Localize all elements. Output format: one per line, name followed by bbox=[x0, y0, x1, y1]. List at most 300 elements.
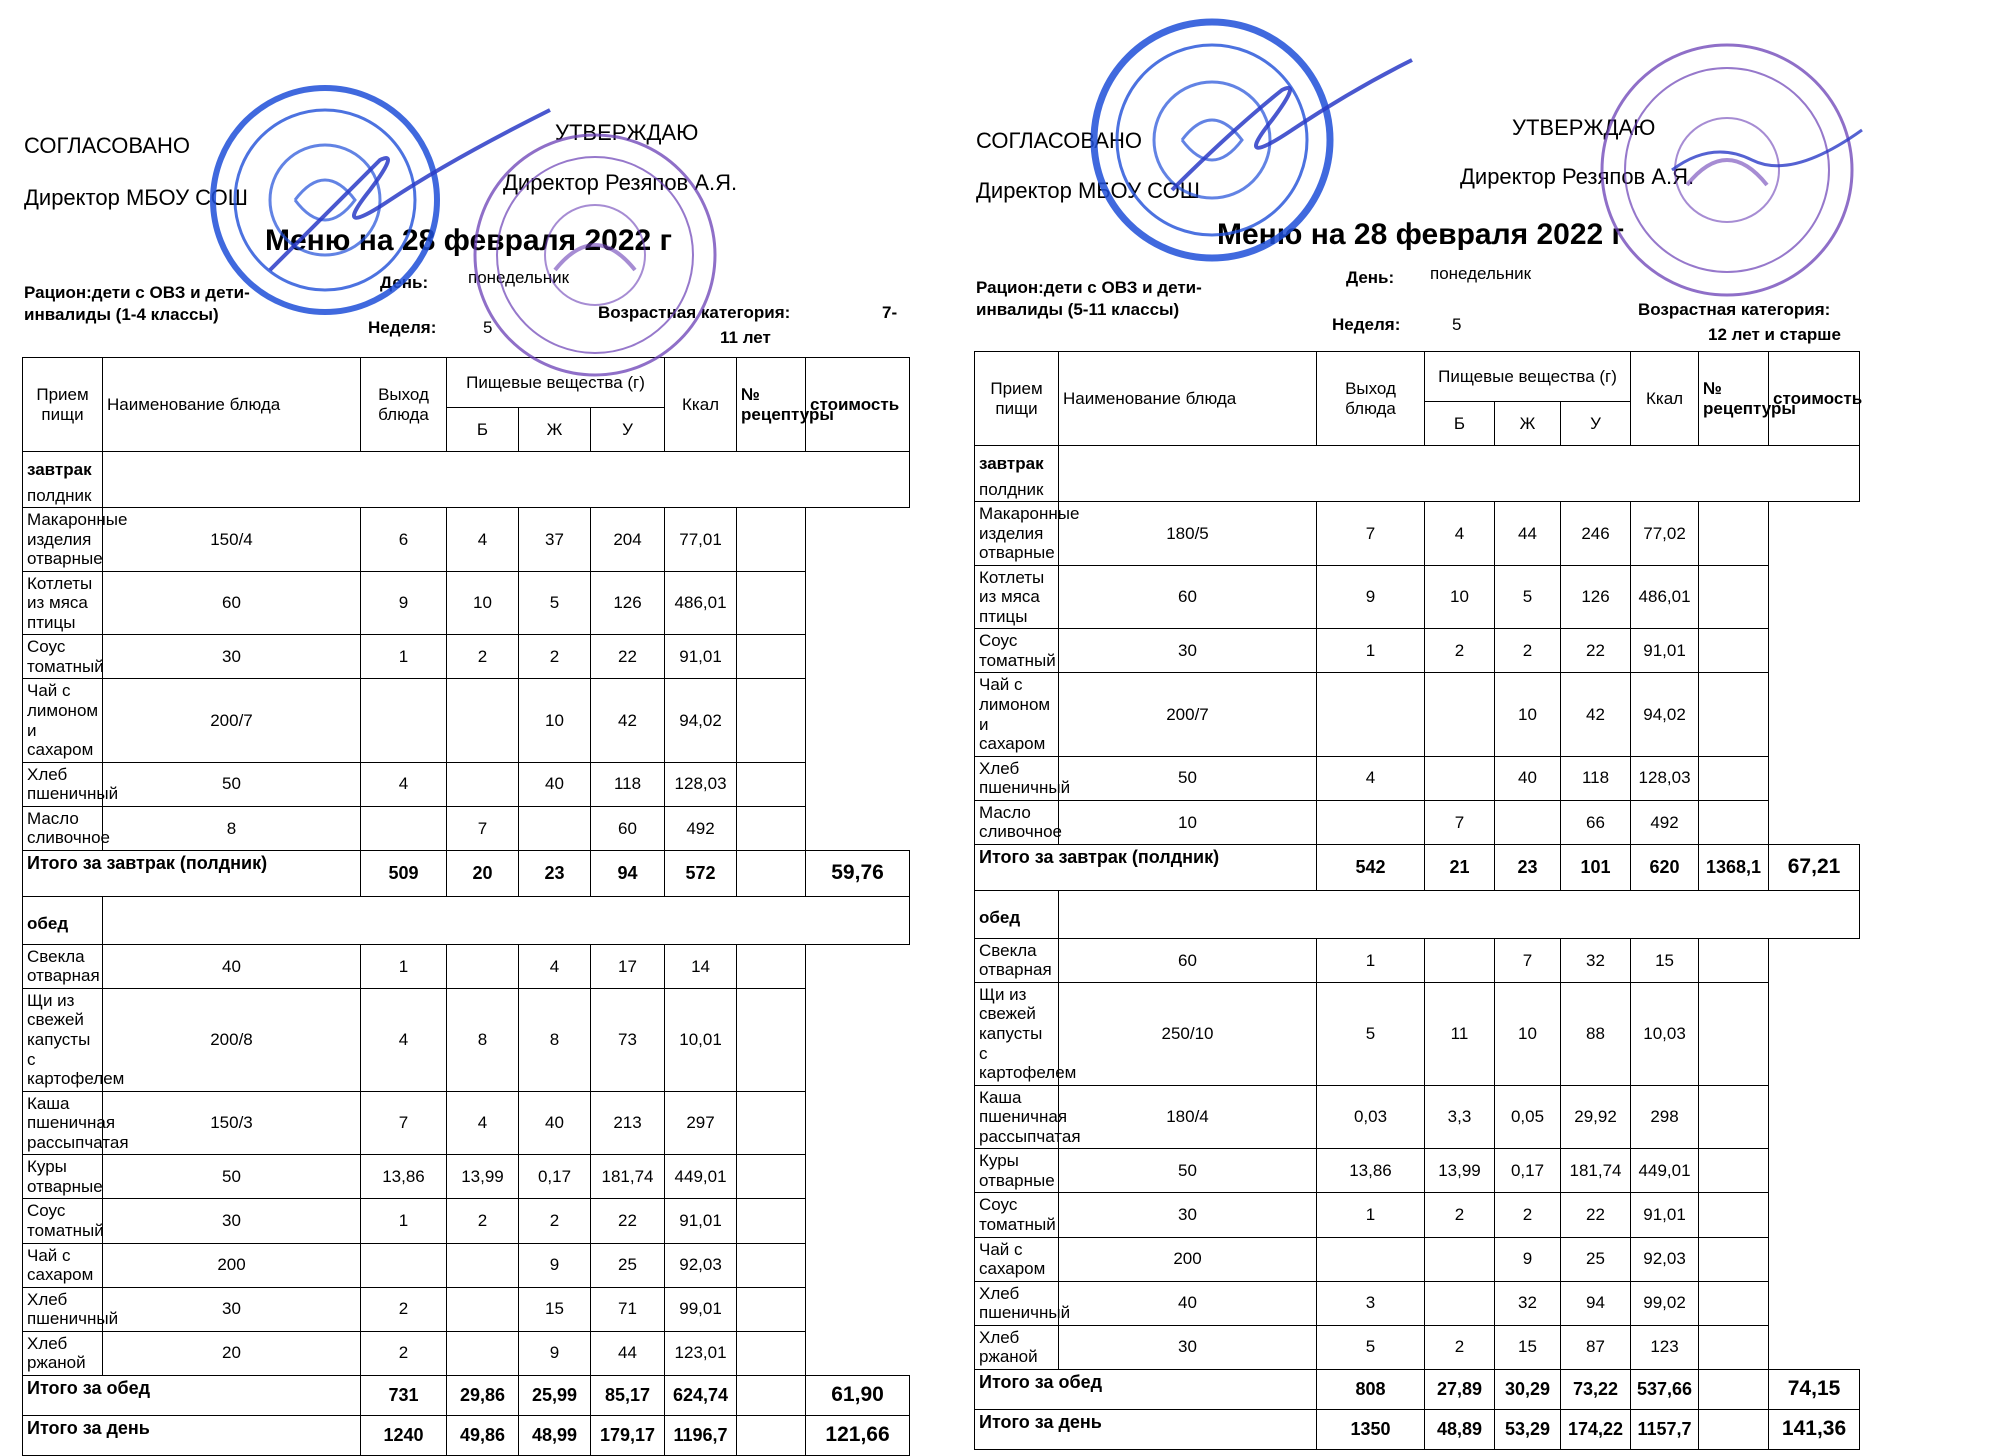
cell-u: 0,17 bbox=[519, 1155, 591, 1199]
cell-name: Макаронные изделия отварные bbox=[23, 508, 103, 572]
cell-zh: 10 bbox=[447, 571, 519, 635]
cell-kcal: 22 bbox=[1561, 1193, 1631, 1237]
cell-zh bbox=[1425, 756, 1495, 800]
cell-cost bbox=[1699, 756, 1769, 800]
cell-name: Щи из свежей капусты с картофелем bbox=[23, 988, 103, 1091]
age-value-b: 11 лет bbox=[720, 328, 771, 347]
cell-b bbox=[1317, 1237, 1425, 1281]
cell-cost bbox=[737, 1331, 806, 1375]
cell-cost bbox=[737, 571, 806, 635]
cell-u: 7 bbox=[1495, 938, 1561, 982]
cell-u: 10 bbox=[1495, 982, 1561, 1085]
week-value: 5 bbox=[483, 318, 493, 337]
cell-yield: 50 bbox=[1059, 1149, 1317, 1193]
col-u: У bbox=[591, 408, 665, 452]
cell-zh: 4 bbox=[447, 508, 519, 572]
table-row bbox=[975, 756, 1860, 800]
cell-zh: 23 bbox=[1495, 844, 1561, 890]
cell-u: 101 bbox=[1561, 844, 1631, 890]
cell-recipe: 486,01 bbox=[1631, 565, 1699, 629]
cell-recipe bbox=[737, 1375, 806, 1415]
cell-zh: 10 bbox=[1425, 565, 1495, 629]
cell-b: 1 bbox=[361, 944, 447, 988]
cell-recipe: 298 bbox=[1631, 1085, 1699, 1149]
cell-kcal: 88 bbox=[1561, 982, 1631, 1085]
cell-name: Свекла отварная bbox=[975, 938, 1059, 982]
cell-recipe: 77,02 bbox=[1631, 502, 1699, 566]
total-row bbox=[23, 1415, 910, 1455]
cell-name: Хлеб пшеничный bbox=[23, 762, 103, 806]
breakfast-section bbox=[23, 452, 910, 508]
cell-recipe bbox=[1699, 1369, 1769, 1409]
cell-kcal: 22 bbox=[591, 635, 665, 679]
cell-name: Соус томатный bbox=[975, 1193, 1059, 1237]
cell-zh: 25,99 bbox=[519, 1375, 591, 1415]
cell-yield: 200 bbox=[103, 1243, 361, 1287]
cell-recipe: 128,03 bbox=[665, 762, 737, 806]
table-row bbox=[975, 502, 1860, 566]
cell-yield: 30 bbox=[103, 635, 361, 679]
cell-name: Итого за завтрак (полдник) bbox=[23, 850, 361, 896]
cell-name: Куры отварные bbox=[23, 1155, 103, 1199]
cell-recipe: 94,02 bbox=[665, 679, 737, 762]
table-row bbox=[975, 1281, 1860, 1325]
menu-table bbox=[22, 357, 910, 1456]
cell-yield: 50 bbox=[1059, 756, 1317, 800]
cell-zh: 2 bbox=[1425, 1325, 1495, 1369]
spacer bbox=[103, 452, 910, 508]
cell-name: Хлеб пшеничный bbox=[975, 756, 1059, 800]
cell-cost bbox=[737, 806, 806, 850]
ration-line-1: Рацион:дети с ОВЗ и дети- bbox=[976, 278, 1202, 297]
cell-b: 9 bbox=[361, 571, 447, 635]
cell-u: 2 bbox=[1495, 1193, 1561, 1237]
cell-cost bbox=[1699, 982, 1769, 1085]
cell-recipe: 297 bbox=[665, 1091, 737, 1155]
col-dish: Наименование блюда bbox=[103, 358, 361, 452]
agreed-label: СОГЛАСОВАНО bbox=[24, 133, 190, 158]
cell-zh: 13,99 bbox=[447, 1155, 519, 1199]
cell-u: 94 bbox=[591, 850, 665, 896]
cell-recipe: 92,03 bbox=[1631, 1237, 1699, 1281]
cell-yield: 20 bbox=[103, 1331, 361, 1375]
cell-cost bbox=[737, 762, 806, 806]
total-row bbox=[23, 1375, 910, 1415]
cell-cost bbox=[737, 1287, 806, 1331]
cell-u: 32 bbox=[1495, 1281, 1561, 1325]
cell-zh bbox=[447, 1287, 519, 1331]
table-row bbox=[23, 1155, 910, 1199]
cell-kcal: 204 bbox=[591, 508, 665, 572]
cell-yield: 180/4 bbox=[1059, 1085, 1317, 1149]
lunch-total bbox=[23, 1375, 910, 1415]
cell-zh bbox=[1425, 1237, 1495, 1281]
cell-u: 2 bbox=[519, 635, 591, 679]
cell-u: 37 bbox=[519, 508, 591, 572]
cell-b: 4 bbox=[361, 988, 447, 1091]
lunch-rows bbox=[23, 944, 910, 1375]
cell-b: 13,86 bbox=[361, 1155, 447, 1199]
cell-cost: 67,21 bbox=[1769, 844, 1860, 890]
cell-u: 15 bbox=[519, 1287, 591, 1331]
cell-zh: 30,29 bbox=[1495, 1369, 1561, 1409]
cell-b: 7 bbox=[1317, 502, 1425, 566]
table-row bbox=[975, 1149, 1860, 1193]
ration-line-2: инвалиды (1-4 классы) bbox=[24, 305, 219, 324]
cell-cost bbox=[1699, 800, 1769, 844]
cell-name: Макаронные изделия отварные bbox=[975, 502, 1059, 566]
cell-kcal: 22 bbox=[1561, 629, 1631, 673]
table-row bbox=[23, 635, 910, 679]
cell-u: 9 bbox=[519, 1331, 591, 1375]
col-kcal: Ккал bbox=[1631, 352, 1699, 446]
cell-recipe: 14 bbox=[665, 944, 737, 988]
cell-b bbox=[361, 679, 447, 762]
cell-name: Чай с сахаром bbox=[23, 1243, 103, 1287]
cell-kcal: 94 bbox=[1561, 1281, 1631, 1325]
cell-name: Чай с лимоном и сахаром bbox=[975, 673, 1059, 756]
cell-recipe: 449,01 bbox=[1631, 1149, 1699, 1193]
approve-label: УТВЕРЖДАЮ bbox=[1512, 115, 1656, 140]
cell-name: Итого за день bbox=[23, 1415, 361, 1455]
day-label: День: bbox=[1346, 268, 1395, 287]
cell-cost bbox=[1699, 629, 1769, 673]
cell-recipe: 492 bbox=[1631, 800, 1699, 844]
meal-breakfast bbox=[975, 446, 1059, 502]
cell-u: 10 bbox=[519, 679, 591, 762]
cell-kcal: 620 bbox=[1631, 844, 1699, 890]
cell-kcal: 181,74 bbox=[1561, 1149, 1631, 1193]
cell-name: Масло сливочное bbox=[975, 800, 1059, 844]
table-row bbox=[23, 806, 910, 850]
cell-yield: 808 bbox=[1317, 1369, 1425, 1409]
cell-yield: 200/8 bbox=[103, 988, 361, 1091]
col-nutrients: Пищевые вещества (г) bbox=[1425, 352, 1631, 402]
cell-kcal: 22 bbox=[591, 1199, 665, 1243]
lunch-spacer bbox=[975, 890, 1860, 938]
cell-b: 6 bbox=[361, 508, 447, 572]
cell-cost bbox=[1699, 1237, 1769, 1281]
cell-b: 21 bbox=[1425, 844, 1495, 890]
cell-name: Соус томатный bbox=[23, 635, 103, 679]
table-row bbox=[23, 762, 910, 806]
age-label: Возрастная категория: bbox=[598, 303, 791, 322]
cell-u: 2 bbox=[1495, 629, 1561, 673]
cell-zh: 7 bbox=[1425, 800, 1495, 844]
breakfast-total bbox=[23, 850, 910, 896]
menu-title: Меню на 28 февраля 2022 г bbox=[265, 224, 673, 257]
lunch-spacer bbox=[23, 896, 910, 944]
cell-name: Соус томатный bbox=[975, 629, 1059, 673]
cell-zh: 23 bbox=[519, 850, 591, 896]
cell-kcal: 537,66 bbox=[1631, 1369, 1699, 1409]
table-row bbox=[975, 673, 1860, 756]
cell-b: 1 bbox=[1317, 1193, 1425, 1237]
table-row bbox=[975, 565, 1860, 629]
menu-sheet-left bbox=[20, 0, 920, 1447]
cell-zh: 3,3 bbox=[1425, 1085, 1495, 1149]
cell-yield: 40 bbox=[103, 944, 361, 988]
total-row bbox=[975, 844, 1860, 890]
meal-snack-label: полдник bbox=[979, 479, 1044, 499]
age-label: Возрастная категория: bbox=[1638, 300, 1831, 319]
week-label: Неделя: bbox=[1332, 315, 1401, 334]
cell-b: 49,86 bbox=[447, 1415, 519, 1455]
meal-lunch bbox=[975, 890, 1059, 938]
cell-cost bbox=[1699, 673, 1769, 756]
ration-line-2: инвалиды (5-11 классы) bbox=[976, 300, 1180, 319]
cell-name: Каша пшеничная рассыпчатая bbox=[23, 1091, 103, 1155]
cell-cost bbox=[737, 944, 806, 988]
cell-yield: 150/4 bbox=[103, 508, 361, 572]
meal-breakfast bbox=[23, 452, 103, 508]
cell-u: 0,17 bbox=[1495, 1149, 1561, 1193]
cell-cost bbox=[1699, 1193, 1769, 1237]
cell-yield: 8 bbox=[103, 806, 361, 850]
col-kcal: Ккал bbox=[665, 358, 737, 452]
cell-recipe bbox=[737, 1415, 806, 1455]
col-zh: Ж bbox=[1495, 402, 1561, 446]
total-row bbox=[975, 1369, 1860, 1409]
cell-name: Итого за обед bbox=[23, 1375, 361, 1415]
cell-recipe bbox=[1699, 1409, 1769, 1449]
breakfast-section bbox=[975, 446, 1860, 502]
table-row bbox=[23, 1287, 910, 1331]
cell-cost bbox=[1699, 1281, 1769, 1325]
table-row bbox=[975, 1085, 1860, 1149]
menu-table bbox=[974, 351, 1863, 1450]
cell-cost: 59,76 bbox=[806, 850, 910, 896]
week-value: 5 bbox=[1452, 315, 1462, 334]
meal-breakfast-label: завтрак bbox=[27, 460, 92, 479]
col-yield: Выход блюда bbox=[1317, 352, 1425, 446]
cell-u: 15 bbox=[1495, 1325, 1561, 1369]
cell-recipe: 128,03 bbox=[1631, 756, 1699, 800]
cell-zh bbox=[1425, 1281, 1495, 1325]
cell-yield: 200 bbox=[1059, 1237, 1317, 1281]
cell-recipe: 123 bbox=[1631, 1325, 1699, 1369]
cell-name: Чай с сахаром bbox=[975, 1237, 1059, 1281]
cell-yield: 50 bbox=[103, 762, 361, 806]
cell-kcal: 181,74 bbox=[591, 1155, 665, 1199]
cell-zh: 48,99 bbox=[519, 1415, 591, 1455]
cell-yield: 30 bbox=[1059, 1325, 1317, 1369]
cell-u: 9 bbox=[1495, 1237, 1561, 1281]
cell-u: 2 bbox=[519, 1199, 591, 1243]
cell-yield: 40 bbox=[1059, 1281, 1317, 1325]
cell-zh: 53,29 bbox=[1495, 1409, 1561, 1449]
cell-b: 1 bbox=[1317, 629, 1425, 673]
cell-yield: 50 bbox=[103, 1155, 361, 1199]
cell-b: 13,86 bbox=[1317, 1149, 1425, 1193]
cell-u: 85,17 bbox=[591, 1375, 665, 1415]
age-value-b: 12 лет и старше bbox=[1708, 325, 1841, 344]
total-row bbox=[23, 850, 910, 896]
meal-breakfast-label: завтрак bbox=[979, 454, 1044, 473]
breakfast-rows bbox=[975, 502, 1860, 845]
table-row bbox=[23, 1243, 910, 1287]
cell-name: Чай с лимоном и сахаром bbox=[23, 679, 103, 762]
cell-recipe: 99,01 bbox=[665, 1287, 737, 1331]
cell-cost bbox=[737, 1155, 806, 1199]
cell-b: 4 bbox=[1317, 756, 1425, 800]
cell-b: 1 bbox=[1317, 938, 1425, 982]
cell-kcal: 73 bbox=[591, 988, 665, 1091]
cell-b: 2 bbox=[361, 1331, 447, 1375]
cell-b: 4 bbox=[361, 762, 447, 806]
cell-name: Котлеты из мяса птицы bbox=[975, 565, 1059, 629]
cell-name: Итого за день bbox=[975, 1409, 1317, 1449]
cell-b bbox=[361, 1243, 447, 1287]
cell-yield: 30 bbox=[1059, 629, 1317, 673]
cell-cost bbox=[737, 508, 806, 572]
col-cost: стоимость bbox=[1769, 352, 1860, 446]
cell-cost: 61,90 bbox=[806, 1375, 910, 1415]
cell-b bbox=[1317, 673, 1425, 756]
spacer bbox=[1059, 446, 1860, 502]
cell-zh: 4 bbox=[447, 1091, 519, 1155]
cell-zh: 13,99 bbox=[1425, 1149, 1495, 1193]
cell-recipe: 10,03 bbox=[1631, 982, 1699, 1085]
cell-u bbox=[519, 806, 591, 850]
col-recipe: № рецептуры bbox=[1699, 352, 1769, 446]
spacer bbox=[1059, 890, 1860, 938]
cell-yield: 60 bbox=[103, 571, 361, 635]
cell-zh: 11 bbox=[1425, 982, 1495, 1085]
cell-b: 1 bbox=[361, 1199, 447, 1243]
day-total bbox=[23, 1415, 910, 1455]
cell-yield: 60 bbox=[1059, 938, 1317, 982]
cell-cost: 141,36 bbox=[1769, 1409, 1860, 1449]
day-value: понедельник bbox=[468, 268, 570, 287]
cell-recipe: 449,01 bbox=[665, 1155, 737, 1199]
cell-kcal: 87 bbox=[1561, 1325, 1631, 1369]
cell-cost bbox=[737, 1199, 806, 1243]
table-row bbox=[23, 571, 910, 635]
cell-name: Итого за обед bbox=[975, 1369, 1317, 1409]
table-row bbox=[975, 1193, 1860, 1237]
cell-zh: 2 bbox=[1425, 1193, 1495, 1237]
cell-yield: 200/7 bbox=[1059, 673, 1317, 756]
cell-zh: 7 bbox=[447, 806, 519, 850]
cell-kcal: 66 bbox=[1561, 800, 1631, 844]
cell-cost bbox=[737, 679, 806, 762]
col-dish: Наименование блюда bbox=[1059, 352, 1317, 446]
cell-name: Масло сливочное bbox=[23, 806, 103, 850]
cell-name: Хлеб ржаной bbox=[23, 1331, 103, 1375]
cell-u: 4 bbox=[519, 944, 591, 988]
col-recipe: № рецептуры bbox=[737, 358, 806, 452]
cell-name: Итого за завтрак (полдник) bbox=[975, 844, 1317, 890]
agreed-label: СОГЛАСОВАНО bbox=[976, 128, 1142, 153]
cell-kcal: 126 bbox=[1561, 565, 1631, 629]
meal-lunch-label: обед bbox=[979, 907, 1021, 927]
table-row bbox=[975, 800, 1860, 844]
cell-u: 174,22 bbox=[1561, 1409, 1631, 1449]
cell-name: Соус томатный bbox=[23, 1199, 103, 1243]
director-school: Директор МБОУ СОШ bbox=[976, 178, 1200, 203]
cell-kcal: 60 bbox=[591, 806, 665, 850]
col-u: У bbox=[1561, 402, 1631, 446]
col-b: Б bbox=[447, 408, 519, 452]
cell-kcal: 29,92 bbox=[1561, 1085, 1631, 1149]
cell-name: Щи из свежей капусты с картофелем bbox=[975, 982, 1059, 1085]
cell-yield: 60 bbox=[1059, 565, 1317, 629]
cell-yield: 30 bbox=[103, 1287, 361, 1331]
cell-u: 179,17 bbox=[591, 1415, 665, 1455]
cell-name: Хлеб пшеничный bbox=[23, 1287, 103, 1331]
cell-b: 27,89 bbox=[1425, 1369, 1495, 1409]
cell-b: 5 bbox=[1317, 1325, 1425, 1369]
cell-u: 40 bbox=[1495, 756, 1561, 800]
table-row bbox=[23, 944, 910, 988]
table-row bbox=[975, 629, 1860, 673]
cell-zh bbox=[447, 679, 519, 762]
total-row bbox=[975, 1409, 1860, 1449]
cell-u: 8 bbox=[519, 988, 591, 1091]
cell-u: 10 bbox=[1495, 673, 1561, 756]
cell-zh bbox=[447, 762, 519, 806]
cell-yield: 1240 bbox=[361, 1415, 447, 1455]
cell-b: 20 bbox=[447, 850, 519, 896]
lunch-rows bbox=[975, 938, 1860, 1369]
col-meal: Прием пищи bbox=[975, 352, 1059, 446]
cell-kcal: 118 bbox=[591, 762, 665, 806]
cell-recipe: 91,01 bbox=[1631, 629, 1699, 673]
cell-u: 0,05 bbox=[1495, 1085, 1561, 1149]
cell-yield: 200/7 bbox=[103, 679, 361, 762]
cell-yield: 509 bbox=[361, 850, 447, 896]
ration-line-1: Рацион:дети с ОВЗ и дети- bbox=[24, 283, 250, 302]
cell-yield: 10 bbox=[1059, 800, 1317, 844]
cell-b: 1 bbox=[361, 635, 447, 679]
age-value-a: 7- bbox=[882, 303, 898, 322]
day-value: понедельник bbox=[1430, 264, 1532, 283]
cell-cost bbox=[1699, 938, 1769, 982]
cell-b: 3 bbox=[1317, 1281, 1425, 1325]
cell-recipe: 99,02 bbox=[1631, 1281, 1699, 1325]
cell-recipe: 91,01 bbox=[665, 635, 737, 679]
cell-yield: 250/10 bbox=[1059, 982, 1317, 1085]
table-row bbox=[23, 1331, 910, 1375]
menu-title: Меню на 28 февраля 2022 г bbox=[1217, 218, 1625, 251]
cell-kcal: 1157,7 bbox=[1631, 1409, 1699, 1449]
cell-yield: 1350 bbox=[1317, 1409, 1425, 1449]
cell-yield: 150/3 bbox=[103, 1091, 361, 1155]
meal-snack-label: полдник bbox=[27, 485, 92, 505]
cell-kcal: 44 bbox=[591, 1331, 665, 1375]
meal-lunch bbox=[23, 896, 103, 944]
cell-kcal: 213 bbox=[591, 1091, 665, 1155]
cell-kcal: 42 bbox=[1561, 673, 1631, 756]
cell-zh bbox=[1425, 938, 1495, 982]
cell-recipe: 91,01 bbox=[665, 1199, 737, 1243]
director-name: Директор Резяпов А.Я. bbox=[1460, 164, 1695, 189]
cell-kcal: 32 bbox=[1561, 938, 1631, 982]
table-row bbox=[975, 1237, 1860, 1281]
day-total bbox=[975, 1409, 1860, 1449]
table-row bbox=[23, 988, 910, 1091]
col-meal: Прием пищи bbox=[23, 358, 103, 452]
col-yield: Выход блюда bbox=[361, 358, 447, 452]
cell-name: Хлеб ржаной bbox=[975, 1325, 1059, 1369]
cell-yield: 30 bbox=[1059, 1193, 1317, 1237]
cell-u: 5 bbox=[1495, 565, 1561, 629]
cell-kcal: 25 bbox=[591, 1243, 665, 1287]
cell-cost bbox=[737, 635, 806, 679]
table-row bbox=[23, 1199, 910, 1243]
breakfast-total bbox=[975, 844, 1860, 890]
